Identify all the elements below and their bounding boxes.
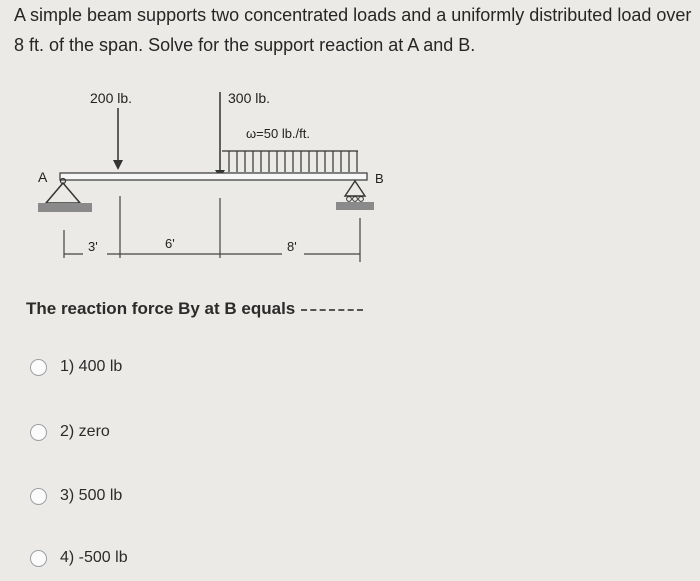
- problem-statement: A simple beam supports two concentrated loads and a uniformly distributed load over 8 ft. of the span. Solve for the support reaction at A and B.: [14, 5, 692, 55]
- distributed-load-block: [222, 151, 358, 172]
- support-b-label: B: [375, 171, 384, 186]
- load-200-arrowhead: [113, 160, 123, 170]
- option-1[interactable]: [30, 355, 122, 379]
- answer-blank: [301, 308, 363, 311]
- load-300-label: 300 lb.: [228, 90, 271, 106]
- option-2[interactable]: [30, 420, 110, 444]
- option-3-label: 3) 500 lb: [60, 487, 123, 504]
- option-4-label: 4) -500 lb: [60, 549, 128, 566]
- support-b-roller: [336, 181, 374, 210]
- dimension-3ft: 3': [88, 239, 98, 254]
- load-200-label: 200 lb.: [90, 90, 133, 106]
- radio-option-3[interactable]: [30, 488, 47, 505]
- option-2-label: 2) zero: [60, 423, 110, 440]
- option-4[interactable]: [30, 546, 128, 570]
- support-a-label: A: [38, 169, 48, 185]
- question-label: The reaction force By at B equals: [26, 299, 296, 318]
- option-1-label: 1) 400 lb: [60, 358, 123, 375]
- radio-option-1[interactable]: [30, 359, 47, 376]
- radio-option-4[interactable]: [30, 550, 47, 567]
- beam: [60, 173, 367, 180]
- dimension-lines: [64, 196, 360, 262]
- question-text: [26, 299, 363, 319]
- radio-option-2[interactable]: [30, 424, 47, 441]
- dimension-8ft: 8': [287, 239, 297, 254]
- option-3[interactable]: [30, 484, 122, 508]
- dimension-6ft: 6': [165, 236, 175, 251]
- distributed-load-label: ω=50 lb./ft.: [246, 126, 310, 141]
